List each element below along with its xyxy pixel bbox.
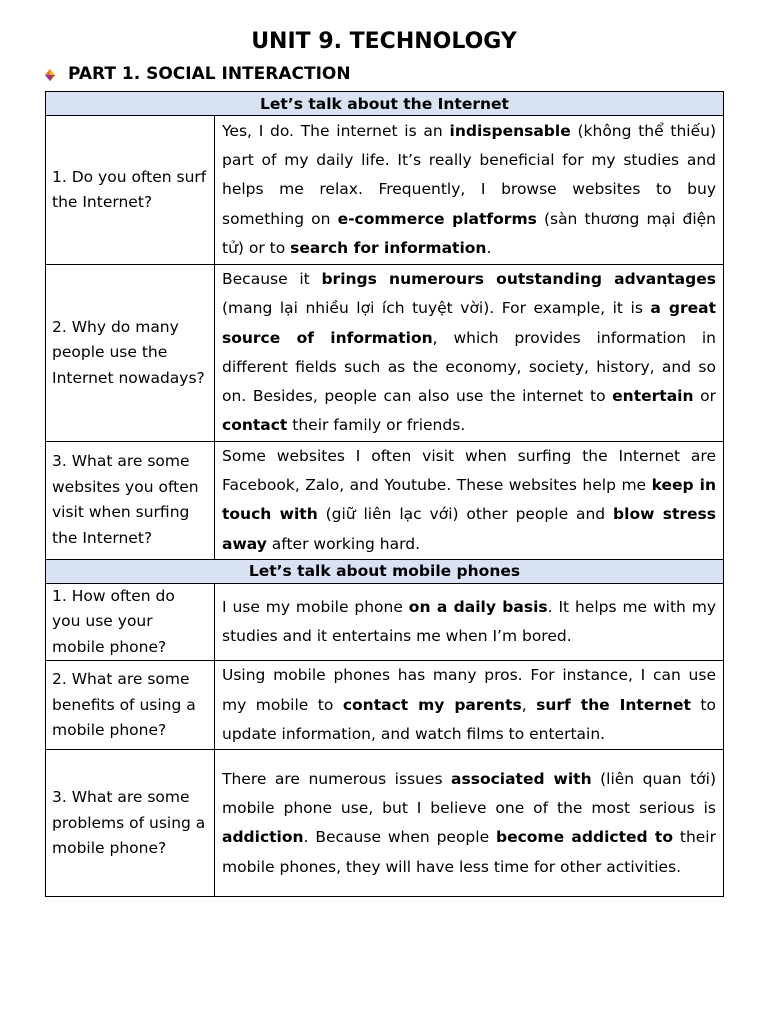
key-phrase: addiction	[222, 828, 304, 847]
key-phrase: a great source of information	[222, 299, 716, 347]
answer-text: or	[693, 387, 716, 406]
table-row	[46, 265, 724, 442]
key-phrase: become addicted to	[495, 828, 673, 847]
question-cell: 2. What are some benefits of using a mobile phone?	[46, 661, 215, 750]
answer-text: . It helps me with my studies and it entertains me when I’m bored.	[222, 597, 717, 646]
key-phrase: on a daily basis	[408, 597, 548, 616]
section-heading-mobile: Let’s talk about mobile phones	[46, 559, 724, 583]
answer-text: their family or friends.	[287, 416, 466, 435]
answer-text: There are numerous issues	[222, 769, 452, 788]
table-row	[46, 583, 724, 661]
table-row	[46, 750, 724, 897]
key-phrase: entertain	[612, 387, 694, 406]
key-phrase: contact my parents	[342, 695, 522, 714]
answer-text: Using mobile phones has many pros. For instance, I can use my mobile to	[222, 666, 716, 714]
table-row	[46, 661, 724, 750]
section-heading-internet: Let’s talk about the Internet	[46, 92, 724, 116]
question-cell: 2. Why do many people use the Internet nowadays?	[46, 265, 215, 442]
answer-text: (sàn thương mại điện tử) or to	[222, 209, 717, 257]
key-phrase: contact	[222, 416, 288, 435]
answer-text: (không thể thiếu) part of my daily life. It’s really beneficial for my studies and helps me relax. Frequently, I browse websites to buy something on	[222, 121, 716, 228]
answer-cell	[215, 265, 724, 442]
answer-text: . Because when people	[303, 828, 496, 847]
answer-text: Some websites I often visit when surfing the Internet are Facebook, Zalo, and Youtube. These websites help me	[222, 446, 716, 495]
answer-cell	[215, 441, 724, 559]
answer-text: (giữ liên lạc với) other people and	[317, 505, 614, 524]
key-phrase: brings numerours outstanding advantages	[321, 270, 716, 288]
question-cell: 3. What are some websites you often visit when surfing the Internet?	[46, 441, 215, 559]
answer-text: ,	[521, 695, 537, 714]
part-label: PART 1. SOCIAL INTERACTION	[68, 64, 351, 84]
question-cell: 1. How often do you use your mobile phone?	[46, 583, 215, 661]
diamond-bullet-icon	[44, 67, 56, 81]
key-phrase: blow stress away	[222, 505, 716, 553]
question-cell: 3. What are some problems of using a mobile phone?	[46, 750, 215, 897]
answer-text: Yes, I do. The internet is an	[222, 121, 450, 140]
table-row	[46, 116, 724, 265]
answer-cell	[215, 661, 724, 750]
key-phrase: search for information	[290, 238, 487, 257]
answer-cell	[215, 116, 724, 265]
key-phrase: e-commerce platforms	[337, 209, 537, 228]
answer-cell	[215, 583, 724, 661]
question-cell: 1. Do you often surf the Internet?	[46, 116, 215, 265]
answer-text: after working hard.	[266, 534, 420, 553]
key-phrase: surf the Internet	[536, 695, 691, 714]
answer-text: their mobile phones, they will have less time for other activities.	[222, 828, 716, 876]
answer-text: I use my mobile phone	[222, 597, 409, 616]
qa-table	[45, 91, 724, 897]
answer-text: (mang lại nhiều lợi ích tuyệt vời). For example, it is	[222, 299, 651, 318]
answer-cell	[215, 750, 724, 897]
answer-text: , which provides information in different fields such as the economy, society, history, and so on. Besides, people can also use the internet to	[222, 328, 716, 406]
table-row	[46, 441, 724, 559]
answer-text: (liên quan tới) mobile phone use, but I believe one of the most serious is	[222, 769, 717, 818]
key-phrase: indispensable	[449, 121, 571, 140]
answer-text: Because it	[222, 270, 322, 288]
key-phrase: associated with	[451, 769, 592, 788]
unit-title: UNIT 9. TECHNOLOGY	[251, 29, 517, 54]
answer-text: to update information, and watch films to entertain.	[222, 695, 716, 744]
key-phrase: keep in touch with	[222, 476, 716, 524]
part-heading	[44, 63, 351, 85]
answer-text: .	[486, 238, 492, 257]
